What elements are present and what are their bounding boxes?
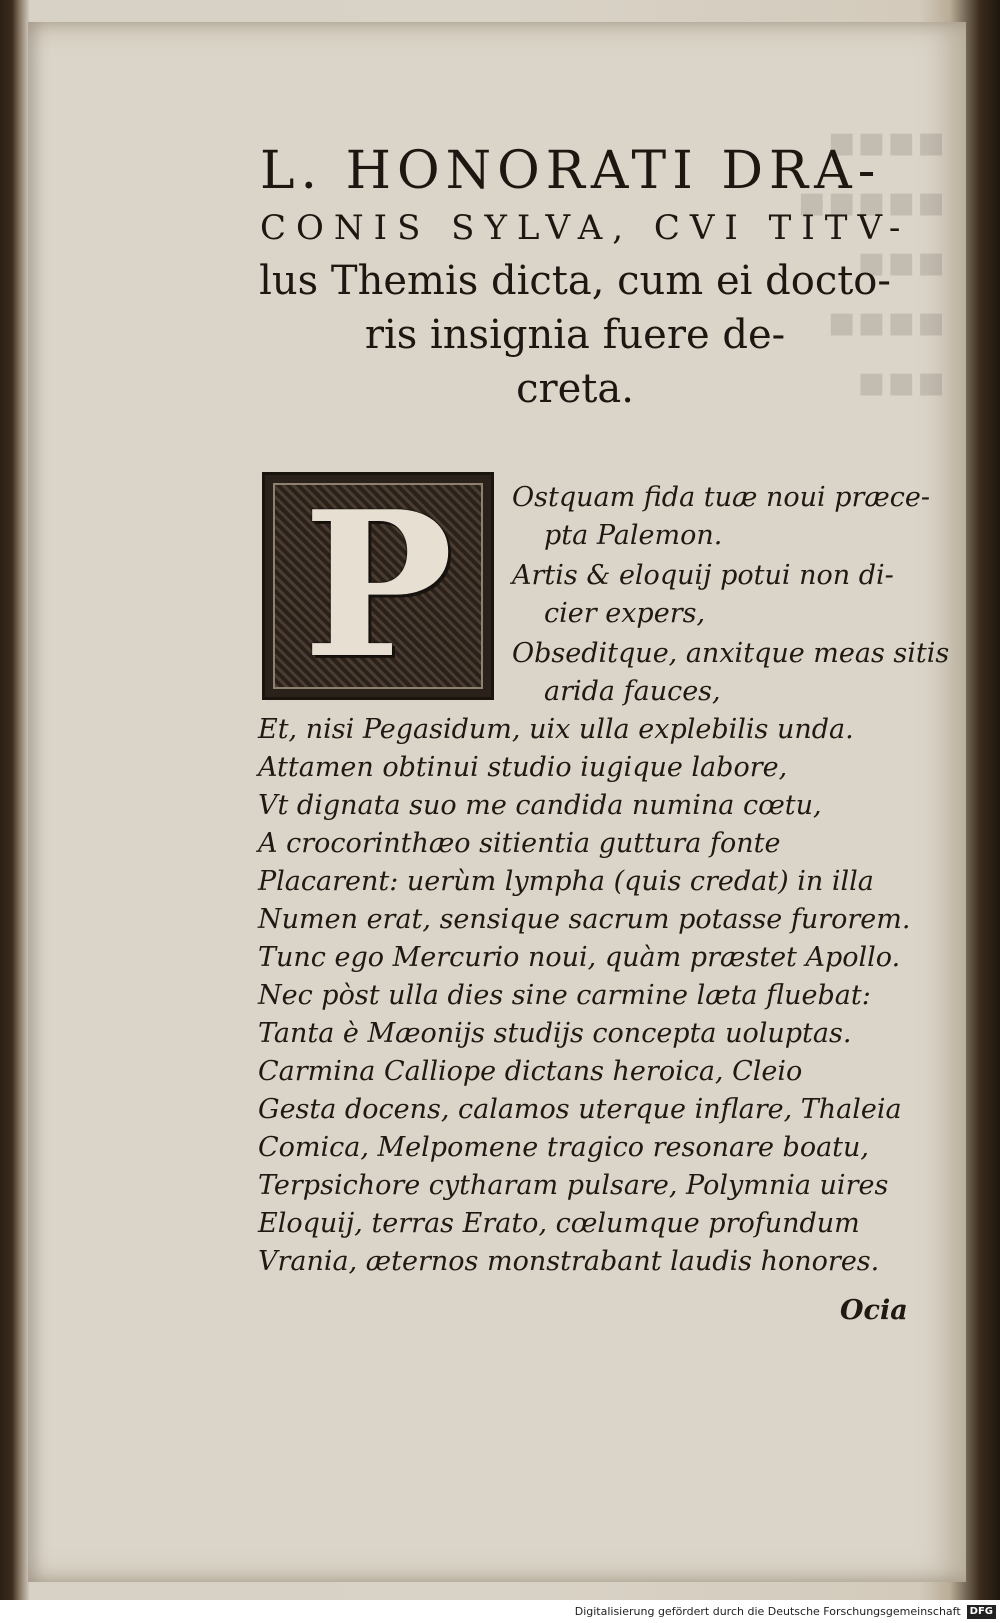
verse-line: A crocorinthæo sitientia guttura fonte bbox=[258, 828, 781, 859]
digitization-footer bbox=[0, 1600, 1000, 1623]
title-line-4: ris insignia fuere de- bbox=[364, 312, 786, 358]
verse-line: Comica, Melpomene tragico resonare boatu, bbox=[258, 1132, 870, 1163]
verse-line: arida fauces, bbox=[544, 676, 721, 707]
verse-line: Vt dignata suo me candida numina cœtu, bbox=[258, 790, 822, 821]
verse-line: Vrania, æternos monstrabant laudis honores. bbox=[258, 1246, 880, 1277]
bleed-through-text: ▪▪▪▪ ▪▪▪▪▪ ▪▪▪ ▪▪▪▪ ▪▪▪ bbox=[796, 116, 946, 407]
initial-letter: P bbox=[302, 472, 454, 700]
verse-line: Ostquam fida tuæ noui præce- bbox=[512, 482, 931, 513]
title-block bbox=[230, 140, 920, 416]
verse-line: Carmina Calliope dictans heroica, Cleio bbox=[258, 1056, 803, 1087]
verse-line: Nec pòst ulla dies sine carmine læta fluebat: bbox=[258, 980, 871, 1011]
verse-line: Artis & eloquij potui non di- bbox=[512, 560, 894, 591]
title-line-3: lus Themis dicta, cum ei docto- bbox=[259, 258, 891, 304]
verse-line: Terpsichore cytharam pulsare, Polymnia uires bbox=[258, 1170, 889, 1201]
verse-line: Obseditque, anxitque meas sitis bbox=[512, 638, 950, 669]
verse-line: Eloquij, terras Erato, cœlumque profundum bbox=[258, 1208, 860, 1239]
title-line-5: creta. bbox=[516, 366, 634, 412]
decorated-initial bbox=[262, 472, 494, 700]
footer-credit: Digitalisierung gefördert durch die Deutsche Forschungsgemeinschaft bbox=[574, 1605, 961, 1618]
verse-line: Tanta è Mæonijs studijs concepta uoluptas. bbox=[258, 1018, 852, 1049]
verse-line: cier expers, bbox=[544, 598, 706, 629]
verse-line: Attamen obtinui studio iugique labore, bbox=[258, 752, 788, 783]
verse-line: Numen erat, sensique sacrum potasse furorem. bbox=[258, 904, 911, 935]
title-line-2: CONIS SYLVA, CVI TITV- bbox=[260, 208, 911, 248]
verse-line: Tunc ego Mercurio noui, quàm præstet Apollo. bbox=[258, 942, 901, 973]
verse-line: Et, nisi Pegasidum, uix ulla explebilis unda. bbox=[258, 714, 854, 745]
verse-line: Gesta docens, calamos uterque inflare, Thaleia bbox=[258, 1094, 902, 1125]
catchword: Ocia bbox=[840, 1295, 908, 1326]
title-line-1: L. HONORATI DRA- bbox=[260, 141, 882, 201]
dfg-logo: DFG bbox=[967, 1605, 996, 1619]
verse-line: Placarent: uerùm lympha (quis credat) in illa bbox=[258, 866, 874, 897]
verse-line: pta Palemon. bbox=[544, 520, 723, 551]
